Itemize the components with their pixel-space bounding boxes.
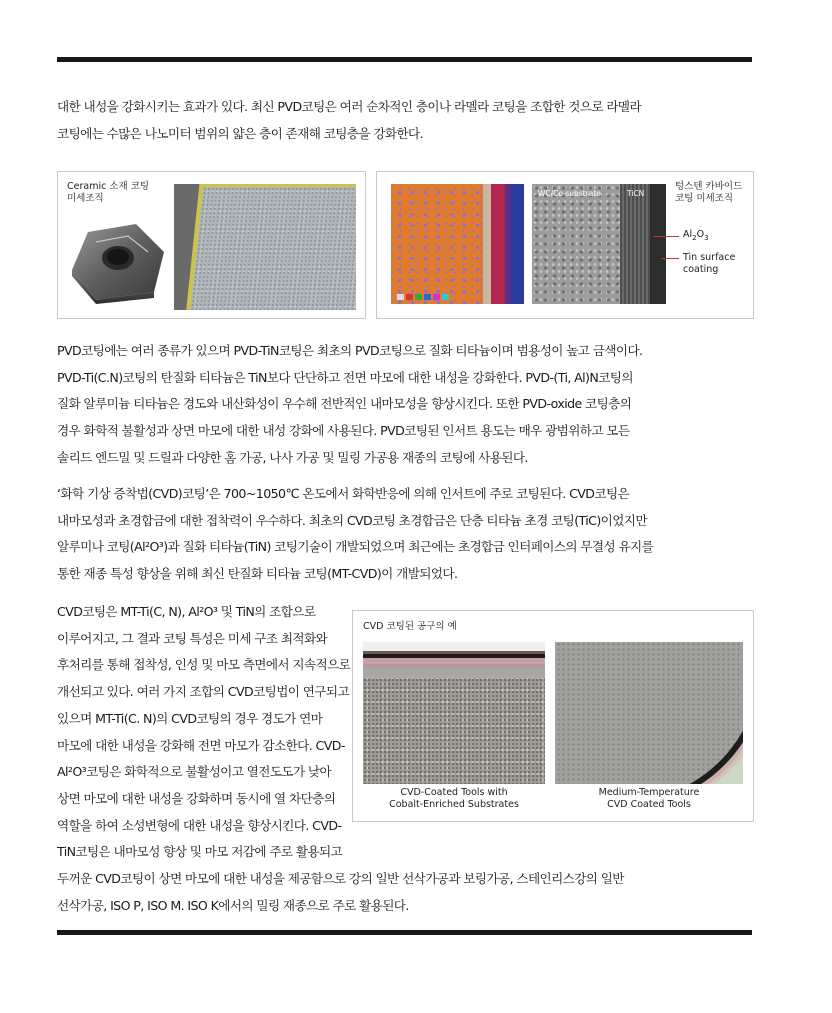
text-line: 경우 화학적 불활성과 상면 마모에 대한 내성 강화에 사용된다. PVD코팅된 인서트 용도는 매우 광범위하고 모든 (57, 423, 630, 439)
text-line: TiN코팅은 내마모성 향상 및 마모 저감에 주로 활용되고 (57, 844, 343, 860)
text-line: 코팅에는 수많은 나노미터 범위의 얇은 층이 존재해 코팅층을 강화한다. (57, 125, 424, 141)
text-line: PVD-Ti(C.N)코팅의 탄질화 티타늄은 TiN보다 단단하고 전면 마모에 대한 내성을 강화한다. PVD-(Ti, Al)N코팅의 (57, 369, 633, 385)
tin-pointer (661, 258, 679, 259)
text-line: 내마모성과 초경합금에 대한 접착력이 우수하다. 최초의 CVD코팅 초경합금은 단층 티타늄 초경 코팅(TiC)이었지만 (57, 512, 647, 528)
text-line: 통한 재종 특성 향상을 위해 최신 탄질화 티타늄 코팅(MT-CVD)이 개발되었다. (57, 566, 458, 582)
text-line: 대한 내성을 강화시키는 효과가 있다. 최신 PVD코팅은 여러 순차적인 층이나 라멜라 코팅을 조합한 것으로 라멜라 (57, 99, 642, 114)
text-line: 솔리드 엔드밀 및 드릴과 다양한 홈 가공, 나사 가공 및 밀링 가공용 재종의 코팅에 사용된다. (57, 449, 528, 465)
paragraph-3 (57, 481, 653, 588)
tungsten-carbide-figure (376, 171, 754, 319)
text-line: 알루미나 코팅(Al²O³)과 질화 티타늄(TiN) 코팅기술이 개발되었으며 최근에는 초경합금 인터페이스의 무결성 유지를 (57, 539, 654, 555)
al2o3-pointer (653, 236, 679, 237)
al2o3-label: $Al_2O_3$ (683, 229, 709, 242)
bottom-rule (57, 930, 752, 935)
medium-temperature-micrograph (555, 642, 743, 784)
insert-tool-image (66, 222, 170, 304)
cvd-tools-figure (352, 610, 754, 822)
text-line: 후처리를 통해 접착성, 인성 및 마모 측면에서 지속적으로 (57, 657, 351, 673)
text-line: 두꺼운 CVD코팅이 상면 마모에 대한 내성을 제공함으로 강의 일반 선삭가공과 보링가공, 스테인리스강의 일반 (57, 871, 624, 887)
cvd-figure-title: CVD 코팅된 공구의 예 (363, 621, 457, 632)
top-rule (57, 57, 752, 62)
sem-image (532, 184, 666, 304)
cobalt-enriched-micrograph (363, 642, 545, 784)
cobalt-enriched-caption: CVD-Coated Tools with Cobalt-Enriched Substrates (389, 787, 519, 810)
tin-label: Tin surface coating (683, 252, 736, 275)
text-line: 상면 마모에 대한 내성을 강화하며 동시에 열 차단층의 (57, 790, 336, 806)
tungsten-caption: 텅스텐 카바이드 코팅 미세조직 (675, 181, 743, 204)
ceramic-microstructure-image (174, 184, 356, 310)
substrate-label: WC/Co substrate (538, 189, 601, 198)
text-line: CVD코팅은 MT-Ti(C, N), Al²O³ 및 TiN의 조합으로 (57, 604, 316, 619)
text-line: 있으며 MT-Ti(C. N)의 CVD코팅의 경우 경도가 연마 (57, 710, 323, 726)
text-line: 역할을 하여 소성변형에 대한 내성을 향상시킨다. CVD- (57, 817, 342, 833)
text-line: 마모에 대한 내성을 강화해 전면 마모가 감소한다. CVD- (57, 737, 345, 753)
ceramic-caption: Ceramic 소재 코팅 미세조직 (67, 181, 150, 204)
paragraph-2 (57, 338, 642, 472)
paragraph-1 (57, 94, 641, 147)
text-line: PVD코팅에는 여러 종류가 있으며 PVD-TiN코팅은 최초의 PVD코팅으로 질화 티타늄이며 범용성이 높고 금색이다. (57, 343, 643, 358)
ticn-label: TiCN (627, 189, 645, 198)
text-line: Al²O³코팅은 화학적으로 불활성이고 열전도도가 낮아 (57, 764, 332, 780)
ceramic-figure (57, 171, 366, 319)
text-line: 이루어지고, 그 결과 코팅 특성은 미세 구조 최적화와 (57, 630, 328, 646)
text-line: 선삭가공, ISO P, ISO M. ISO K에서의 밀링 재종으로 주로 활용된다. (57, 897, 409, 913)
text-line: ‘화학 기상 증착법(CVD)코팅’은 700~1050℃ 온도에서 화학반응에 의해 인서트에 주로 코팅된다. CVD코팅은 (57, 486, 630, 501)
text-line: 개선되고 있다. 여러 가지 조합의 CVD코팅법이 연구되고 (57, 684, 350, 700)
text-line: 질화 알루미늄 티타늄은 경도와 내산화성이 우수해 전반적인 내마모성을 향상시킨다. 또한 PVD-oxide 코팅층의 (57, 396, 632, 412)
medium-temperature-caption: Medium-Temperature CVD Coated Tools (598, 787, 700, 810)
eds-map-image (391, 184, 524, 304)
